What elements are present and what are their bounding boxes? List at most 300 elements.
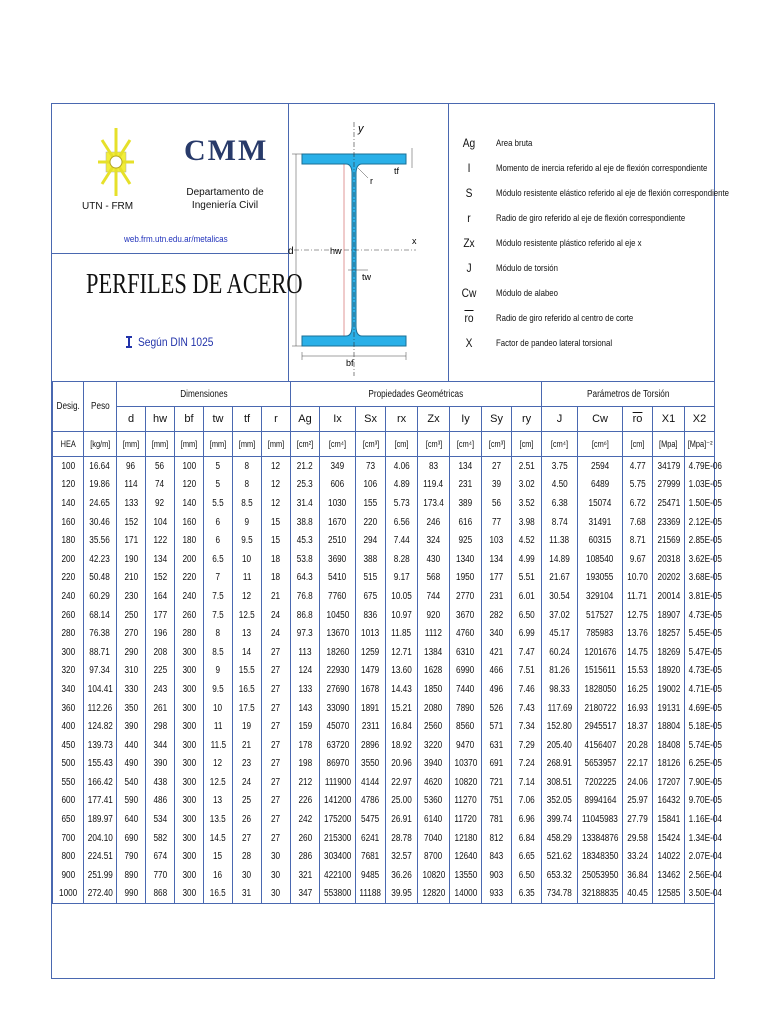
table-cell-value: 2080	[424, 702, 443, 714]
table-cell-value: 22930	[326, 665, 349, 677]
table-cell	[578, 810, 623, 829]
table-cell-value: 45070	[326, 721, 349, 733]
table-cell	[623, 513, 653, 532]
table-cell	[204, 569, 233, 588]
table-cell	[291, 736, 320, 755]
table-cell-value: 18	[271, 572, 281, 584]
table-cell-value: 490	[124, 758, 138, 770]
table-cell-value: 11.85	[391, 628, 412, 640]
table-cell	[84, 792, 117, 811]
table-cell	[356, 606, 386, 625]
table-cell-value: 86970	[326, 758, 349, 770]
table-cell-value: 300	[182, 739, 196, 751]
table-cell-value: 8	[215, 628, 221, 640]
table-cell-value: 6.25E-05	[688, 758, 722, 770]
table-cell	[262, 606, 291, 625]
table-cell	[685, 717, 722, 736]
table-cell	[482, 736, 512, 755]
divider	[52, 253, 288, 254]
table-cell	[146, 550, 175, 569]
table-cell-value: 2.07E-04	[688, 851, 722, 863]
table-cell	[386, 624, 418, 643]
table-cell-value: 5.5	[212, 497, 224, 509]
table-cell-value: 11270	[454, 795, 477, 807]
table-cell-value: 243	[153, 683, 167, 695]
table-cell	[117, 736, 146, 755]
table-cell-value: 20.28	[627, 739, 648, 751]
table-cell-value: 27	[271, 776, 281, 788]
table-cell	[53, 810, 84, 829]
column-symbol-sy: Sy	[482, 407, 512, 432]
table-cell	[291, 476, 320, 495]
table-cell	[204, 866, 233, 885]
table-cell-value: 843	[489, 851, 504, 863]
table-cell	[512, 476, 542, 495]
table-cell	[204, 457, 233, 476]
table-cell-value: 388	[363, 553, 378, 565]
table-cell	[233, 866, 262, 885]
table-cell-value: 133	[124, 497, 138, 509]
table-cell-value: 1000	[58, 888, 78, 900]
table-cell-value: 27	[271, 721, 281, 733]
figure-label-tf: tf	[394, 166, 400, 176]
table-cell	[146, 755, 175, 774]
table-cell-value: 13.76	[627, 628, 648, 640]
table-cell	[418, 810, 450, 829]
legend-symbol: I	[467, 161, 471, 175]
table-cell-value: 8994164	[584, 795, 616, 807]
table-cell	[578, 531, 623, 550]
table-cell	[291, 717, 320, 736]
column-unit-text: [mm]	[180, 439, 198, 449]
table-cell	[386, 866, 418, 885]
table-cell-value: 98.33	[549, 683, 570, 695]
table-cell-value: 19002	[657, 683, 680, 695]
column-unit-text: [cm]	[519, 439, 534, 449]
table-cell	[623, 494, 653, 513]
table-cell-value: 246	[426, 516, 441, 528]
table-cell	[175, 680, 204, 699]
table-cell	[146, 773, 175, 792]
table-cell	[418, 550, 450, 569]
table-cell-value: 15	[271, 516, 281, 528]
table-cell-value: 6310	[456, 646, 475, 658]
table-cell-value: 330	[124, 683, 138, 695]
table-cell	[578, 755, 623, 774]
table-cell	[146, 847, 175, 866]
table-row	[53, 531, 715, 550]
table-cell	[262, 587, 291, 606]
table-cell-value: 6.56	[393, 516, 410, 528]
table-cell	[450, 736, 482, 755]
table-cell	[482, 569, 512, 588]
figure-label-r: r	[370, 176, 373, 186]
table-row	[53, 550, 715, 569]
table-cell-value: 1384	[424, 646, 443, 658]
table-cell-value: 631	[489, 739, 504, 751]
column-unit	[623, 432, 653, 457]
table-cell	[233, 494, 262, 513]
table-cell-value: 9470	[456, 739, 475, 751]
table-cell-value: 13	[242, 628, 252, 640]
column-unit	[512, 432, 542, 457]
table-cell-value: 35.56	[89, 535, 111, 547]
table-cell	[418, 569, 450, 588]
table-cell-value: 24.06	[627, 776, 648, 788]
website-link[interactable]: web.frm.utn.edu.ar/metalicas	[124, 234, 228, 245]
legend-symbol: Cw	[461, 286, 477, 300]
table-cell	[84, 699, 117, 718]
table-cell	[262, 643, 291, 662]
column-symbol-sx: Sx	[356, 407, 386, 432]
table-cell-value: 270	[124, 628, 138, 640]
table-cell	[175, 717, 204, 736]
table-cell	[418, 457, 450, 476]
table-cell	[117, 531, 146, 550]
table-cell	[685, 550, 722, 569]
page-title: PERFILES DE ACERO	[86, 269, 303, 300]
table-cell	[356, 587, 386, 606]
table-cell-value: 31491	[588, 516, 612, 528]
table-cell-value: 650	[61, 814, 75, 826]
table-cell	[233, 773, 262, 792]
table-cell-value: 13462	[657, 869, 680, 881]
table-cell	[685, 494, 722, 513]
table-cell	[653, 847, 685, 866]
table-cell	[146, 587, 175, 606]
column-unit-text: [cm³]	[488, 439, 505, 449]
figure-label-tw: tw	[362, 272, 371, 282]
table-cell	[320, 717, 356, 736]
table-cell-value: 6.50	[518, 609, 535, 621]
table-cell	[578, 550, 623, 569]
table-cell-value: 260	[298, 832, 312, 844]
table-cell-value: 104.41	[87, 683, 113, 695]
table-cell-value: 18260	[326, 646, 349, 658]
table-cell-value: 119.4	[423, 479, 444, 491]
table-cell	[84, 513, 117, 532]
table-cell-value: 920	[426, 609, 441, 621]
table-cell-value: 114	[124, 479, 138, 491]
table-cell-value: 15424	[657, 832, 680, 844]
table-cell-value: 10820	[422, 869, 445, 881]
table-cell-value: 1340	[456, 553, 475, 565]
column-unit-text: [mm]	[122, 439, 140, 449]
table-cell	[356, 643, 386, 662]
table-cell	[262, 866, 291, 885]
table-cell-value: 300	[182, 776, 196, 788]
table-cell	[512, 513, 542, 532]
table-cell-value: 14	[242, 646, 252, 658]
table-cell	[117, 810, 146, 829]
table-cell	[512, 810, 542, 829]
table-cell-value: 640	[124, 814, 138, 826]
table-cell-value: 6489	[590, 479, 610, 491]
table-cell-value: 134	[489, 553, 504, 565]
table-cell	[84, 810, 117, 829]
table-cell	[512, 847, 542, 866]
legend-symbol: J	[466, 261, 472, 275]
table-cell-value: 1201676	[584, 646, 616, 658]
table-cell-value: 340	[61, 683, 75, 695]
table-cell-value: 21.67	[549, 572, 570, 584]
table-cell-value: 240	[182, 590, 196, 602]
table-cell-value: 180	[182, 535, 196, 547]
table-cell	[482, 792, 512, 811]
table-cell-value: 56	[155, 460, 165, 472]
table-cell-value: 14.43	[391, 683, 412, 695]
table-cell-value: 571	[489, 721, 504, 733]
table-cell-value: 7.68	[629, 516, 646, 528]
table-cell	[386, 736, 418, 755]
table-cell	[685, 624, 722, 643]
column-unit	[386, 432, 418, 457]
table-cell-value: 15.53	[627, 665, 648, 677]
table-cell-value: 4.89	[393, 479, 410, 491]
table-cell-value: 117.69	[547, 702, 572, 714]
table-cell	[262, 736, 291, 755]
table-body	[53, 457, 722, 904]
table-cell-value: 103	[489, 535, 504, 547]
table-cell	[146, 531, 175, 550]
legend	[448, 104, 729, 381]
table-cell	[578, 624, 623, 643]
table-cell-value: 27	[491, 460, 502, 472]
table-cell-value: 73	[365, 460, 376, 472]
table-cell	[53, 606, 84, 625]
table-cell	[450, 624, 482, 643]
table-cell-value: 16.64	[89, 460, 111, 472]
table-cell-value: 6.65	[518, 851, 535, 863]
table-cell-value: 300	[182, 683, 196, 695]
table-cell	[450, 587, 482, 606]
table-cell	[146, 699, 175, 718]
table-cell-value: 27	[271, 758, 281, 770]
table-cell	[386, 885, 418, 904]
table-cell-value: 13	[213, 795, 223, 807]
column-unit-text: [cm²]	[296, 439, 314, 449]
table-cell	[291, 606, 320, 625]
table-cell	[320, 624, 356, 643]
table-cell-value: 674	[153, 851, 167, 863]
table-cell	[146, 494, 175, 513]
table-cell	[117, 885, 146, 904]
table-cell-value: 517527	[586, 609, 614, 621]
table-cell-value: 3.02	[518, 479, 535, 491]
table-cell	[386, 494, 418, 513]
table-cell	[482, 885, 512, 904]
figure-label-d: d	[288, 246, 294, 257]
table-cell-value: 7.24	[518, 758, 535, 770]
table-cell-value: 18348350	[582, 851, 619, 863]
table-cell	[623, 773, 653, 792]
table-cell	[262, 847, 291, 866]
table-cell	[653, 773, 685, 792]
table-cell	[291, 457, 320, 476]
table-cell-value: 24.65	[89, 497, 111, 509]
table-cell-value: 92	[155, 497, 165, 509]
table-cell	[175, 587, 204, 606]
table-cell-value: 1670	[328, 516, 347, 528]
table-cell	[262, 829, 291, 848]
table-cell	[204, 680, 233, 699]
table-cell-value: 177	[489, 572, 504, 584]
table-cell-value: 4.73E-05	[688, 609, 722, 621]
table-cell	[320, 829, 356, 848]
table-cell-value: 15.21	[391, 702, 412, 714]
table-cell-value: 230	[124, 590, 138, 602]
table-cell-value: 15074	[588, 497, 612, 509]
table-cell-value: 14.5	[210, 832, 226, 844]
table-cell-value: 8	[244, 479, 250, 491]
table-cell-value: 6140	[424, 814, 443, 826]
table-cell-value: 122	[153, 535, 167, 547]
table-cell	[450, 494, 482, 513]
table-cell	[542, 569, 578, 588]
table-cell-value: 100	[61, 460, 75, 472]
table-cell	[53, 550, 84, 569]
table-cell-value: 7.51	[518, 665, 535, 677]
table-cell-value: 13384876	[582, 832, 619, 844]
column-unit-text: [cm³]	[425, 439, 442, 449]
table-cell-value: 790	[124, 851, 138, 863]
table-cell-value: 2311	[361, 721, 380, 733]
table-cell-value: 280	[182, 628, 196, 640]
table-cell-value: 10.70	[627, 572, 648, 584]
table-cell-value: 8.28	[393, 553, 410, 565]
table-cell	[685, 513, 722, 532]
table-cell	[262, 476, 291, 495]
table-cell	[146, 569, 175, 588]
table-cell-value: 25.3	[297, 479, 314, 491]
table-cell-value: 18408	[657, 739, 680, 751]
table-cell-value: 352.05	[546, 795, 573, 807]
table-cell	[291, 866, 320, 885]
table-cell	[233, 885, 262, 904]
table-cell	[204, 587, 233, 606]
table-cell-value: 7.5	[212, 609, 224, 621]
table-cell-value: 300	[61, 646, 75, 658]
table-cell-value: 18920	[657, 665, 680, 677]
table-cell-value: 3690	[328, 553, 347, 565]
table-cell-value: 9.70E-05	[688, 795, 722, 807]
table-cell-value: 568	[426, 572, 441, 584]
table-cell	[623, 755, 653, 774]
table-row	[53, 494, 715, 513]
table-cell	[653, 513, 685, 532]
table-cell	[204, 829, 233, 848]
table-cell	[320, 457, 356, 476]
table-cell	[291, 699, 320, 718]
table-cell-value: 14.89	[549, 553, 570, 565]
table-cell	[653, 810, 685, 829]
table-cell-value: 294	[363, 535, 378, 547]
table-cell	[653, 717, 685, 736]
table-row	[53, 643, 715, 662]
table-cell	[623, 829, 653, 848]
peso-header-text: Peso	[90, 401, 110, 412]
table-cell-value: 16.25	[627, 683, 648, 695]
table-cell	[204, 550, 233, 569]
table-cell	[578, 866, 623, 885]
table-cell	[685, 829, 722, 848]
table-cell	[291, 680, 320, 699]
table-cell-value: 27	[271, 832, 281, 844]
geometric-properties-group-header	[291, 382, 542, 407]
table-cell-value: 1112	[425, 628, 443, 640]
table-cell-value: 32.57	[391, 851, 412, 863]
table-cell-value: 11	[213, 721, 223, 733]
table-cell-value: 200	[182, 553, 196, 565]
table-cell-value: 2770	[456, 590, 475, 602]
table-cell-value: 6.72	[629, 497, 646, 509]
table-cell	[84, 773, 117, 792]
table-cell	[204, 736, 233, 755]
legend-symbol: r	[467, 211, 471, 225]
table-cell	[386, 531, 418, 550]
table-cell-value: 25471	[657, 497, 680, 509]
table-cell	[685, 755, 722, 774]
table-cell	[418, 587, 450, 606]
table-cell-value: 734.78	[546, 888, 573, 900]
table-cell-value: 220	[61, 572, 75, 584]
table-cell-value: 40.45	[627, 888, 648, 900]
table-cell-value: 6.35	[518, 888, 535, 900]
table-cell-value: 9.5	[212, 683, 224, 695]
table-cell	[418, 476, 450, 495]
table-cell-value: 320	[61, 665, 75, 677]
table-cell	[262, 662, 291, 681]
table-cell-value: 27	[271, 646, 281, 658]
table-cell	[146, 457, 175, 476]
table-cell	[84, 736, 117, 755]
table-cell	[146, 476, 175, 495]
table-cell	[84, 662, 117, 681]
table-cell	[356, 624, 386, 643]
table-cell	[291, 643, 320, 662]
table-cell	[482, 643, 512, 662]
table-cell-value: 177.41	[87, 795, 113, 807]
table-row	[53, 736, 715, 755]
table-cell	[117, 699, 146, 718]
column-unit-text: [cm⁴]	[456, 439, 475, 449]
table-cell	[542, 476, 578, 495]
table-cell-value: 2896	[361, 739, 380, 751]
table-cell	[320, 476, 356, 495]
table-cell-value: 139.73	[87, 739, 113, 751]
table-cell	[578, 847, 623, 866]
table-cell	[512, 606, 542, 625]
table-cell-value: 300	[182, 795, 196, 807]
table-cell	[320, 606, 356, 625]
table-cell	[418, 866, 450, 885]
table-cell-value: 340	[489, 628, 504, 640]
table-cell-value: 21	[242, 739, 252, 751]
table-cell	[204, 606, 233, 625]
table-cell-value: 15.5	[239, 665, 255, 677]
table-cell	[204, 624, 233, 643]
table-cell-value: 30	[271, 888, 281, 900]
column-symbol-cw: Cw	[578, 407, 623, 432]
table-cell	[653, 569, 685, 588]
table-cell-value: 27	[271, 702, 281, 714]
table-cell-value: 16.5	[239, 683, 255, 695]
table-cell-value: 77	[491, 516, 502, 528]
table-cell	[578, 662, 623, 681]
table-cell	[450, 717, 482, 736]
table-cell-value: 675	[363, 590, 378, 602]
table-cell-value: 196	[153, 628, 167, 640]
